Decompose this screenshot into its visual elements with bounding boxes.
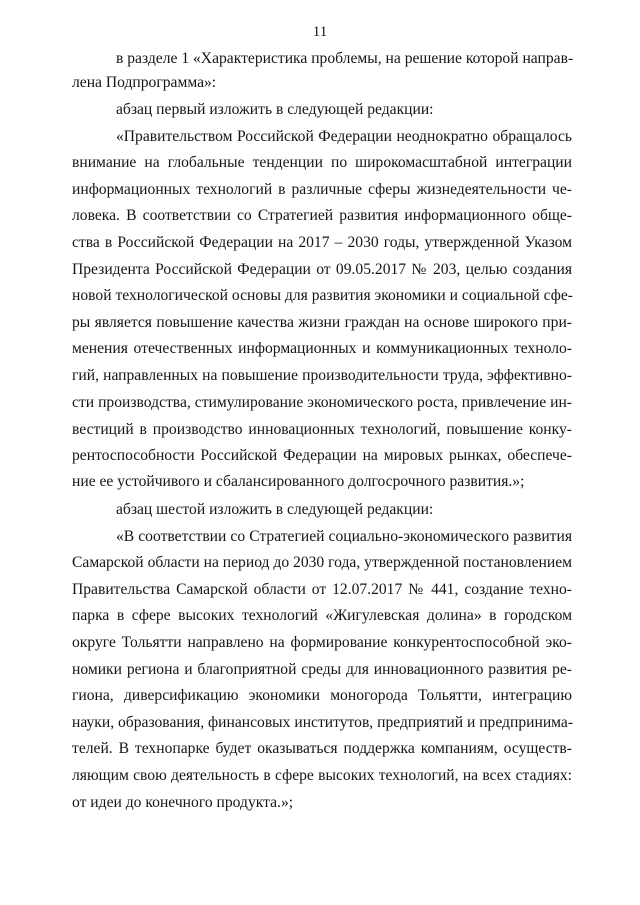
text-line: ловека. В соответствии со Стратегией развития информационного обще- (72, 207, 572, 224)
text-line: в разделе 1 «Характеристика проблемы, на решение которой направ- (116, 50, 574, 67)
text-line: гиона, диверсификацию экономики моногорода Тольятти, интеграцию (72, 687, 572, 704)
text-line: ства в Российской Федерации на 2017 – 2030 годы, утвержденной Указом (72, 234, 572, 251)
text-line: абзац шестой изложить в следующей редакции: (116, 501, 434, 518)
text-line: телей. В технопарке будет оказываться поддержка компаниям, осуществ- (72, 740, 572, 757)
text-line: парка в сфере высоких технологий «Жигулевская долина» в городском (72, 607, 572, 624)
text-line: абзац первый изложить в следующей редакции: (116, 101, 434, 118)
text-line: ры является повышение качества жизни граждан на основе широкого при- (72, 314, 572, 331)
text-line: Правительства Самарской области от 12.07.2017 № 441, создание техно- (72, 581, 572, 598)
text-line: лена Подпрограмма»: (72, 74, 217, 91)
text-line: номики региона и благоприятной среды для инновационного развития ре- (72, 661, 572, 678)
text-line: новой технологической основы для развития экономики и социальной сфе- (72, 287, 573, 304)
text-line: гий, направленных на повышение производительности труда, эффективно- (72, 367, 572, 384)
text-line: ляющим свою деятельность в сфере высоких технологий, на всех стадиях: (72, 767, 572, 784)
text-line: Президента Российской Федерации от 09.05.2017 № 203, целью создания (72, 261, 572, 278)
text-line: Самарской области на период до 2030 года, утвержденной постановлением (72, 554, 572, 571)
text-line: округе Тольятти направлено на формирование конкурентоспособной эко- (72, 634, 572, 651)
text-line: от идеи до конечного продукта.»; (72, 794, 294, 811)
text-line: сти производства, стимулирование экономического роста, привлечение ин- (72, 394, 572, 411)
text-line: «В соответствии со Стратегией социально-экономического развития (116, 528, 572, 545)
text-line: информационных технологий в различные сферы жизнедеятельности че- (72, 181, 572, 198)
text-line: менения отечественных информационных и коммуникационных техноло- (72, 340, 572, 357)
text-line: внимание на глобальные тенденции по широкомасштабной интеграции (72, 154, 572, 171)
page-number: 11 (312, 24, 328, 40)
text-line: рентоспособности Российской Федерации на мировых рынках, обеспече- (72, 447, 572, 464)
text-line: науки, образования, финансовых институтов, предприятий и предпринима- (72, 714, 574, 731)
text-line: «Правительством Российской Федерации неоднократно обращалось (116, 128, 572, 145)
text-line: ние ее устойчивого и сбалансированного долгосрочного развития.»; (72, 473, 525, 490)
text-line: вестиций в производство инновационных технологий, повышение конку- (72, 421, 572, 438)
